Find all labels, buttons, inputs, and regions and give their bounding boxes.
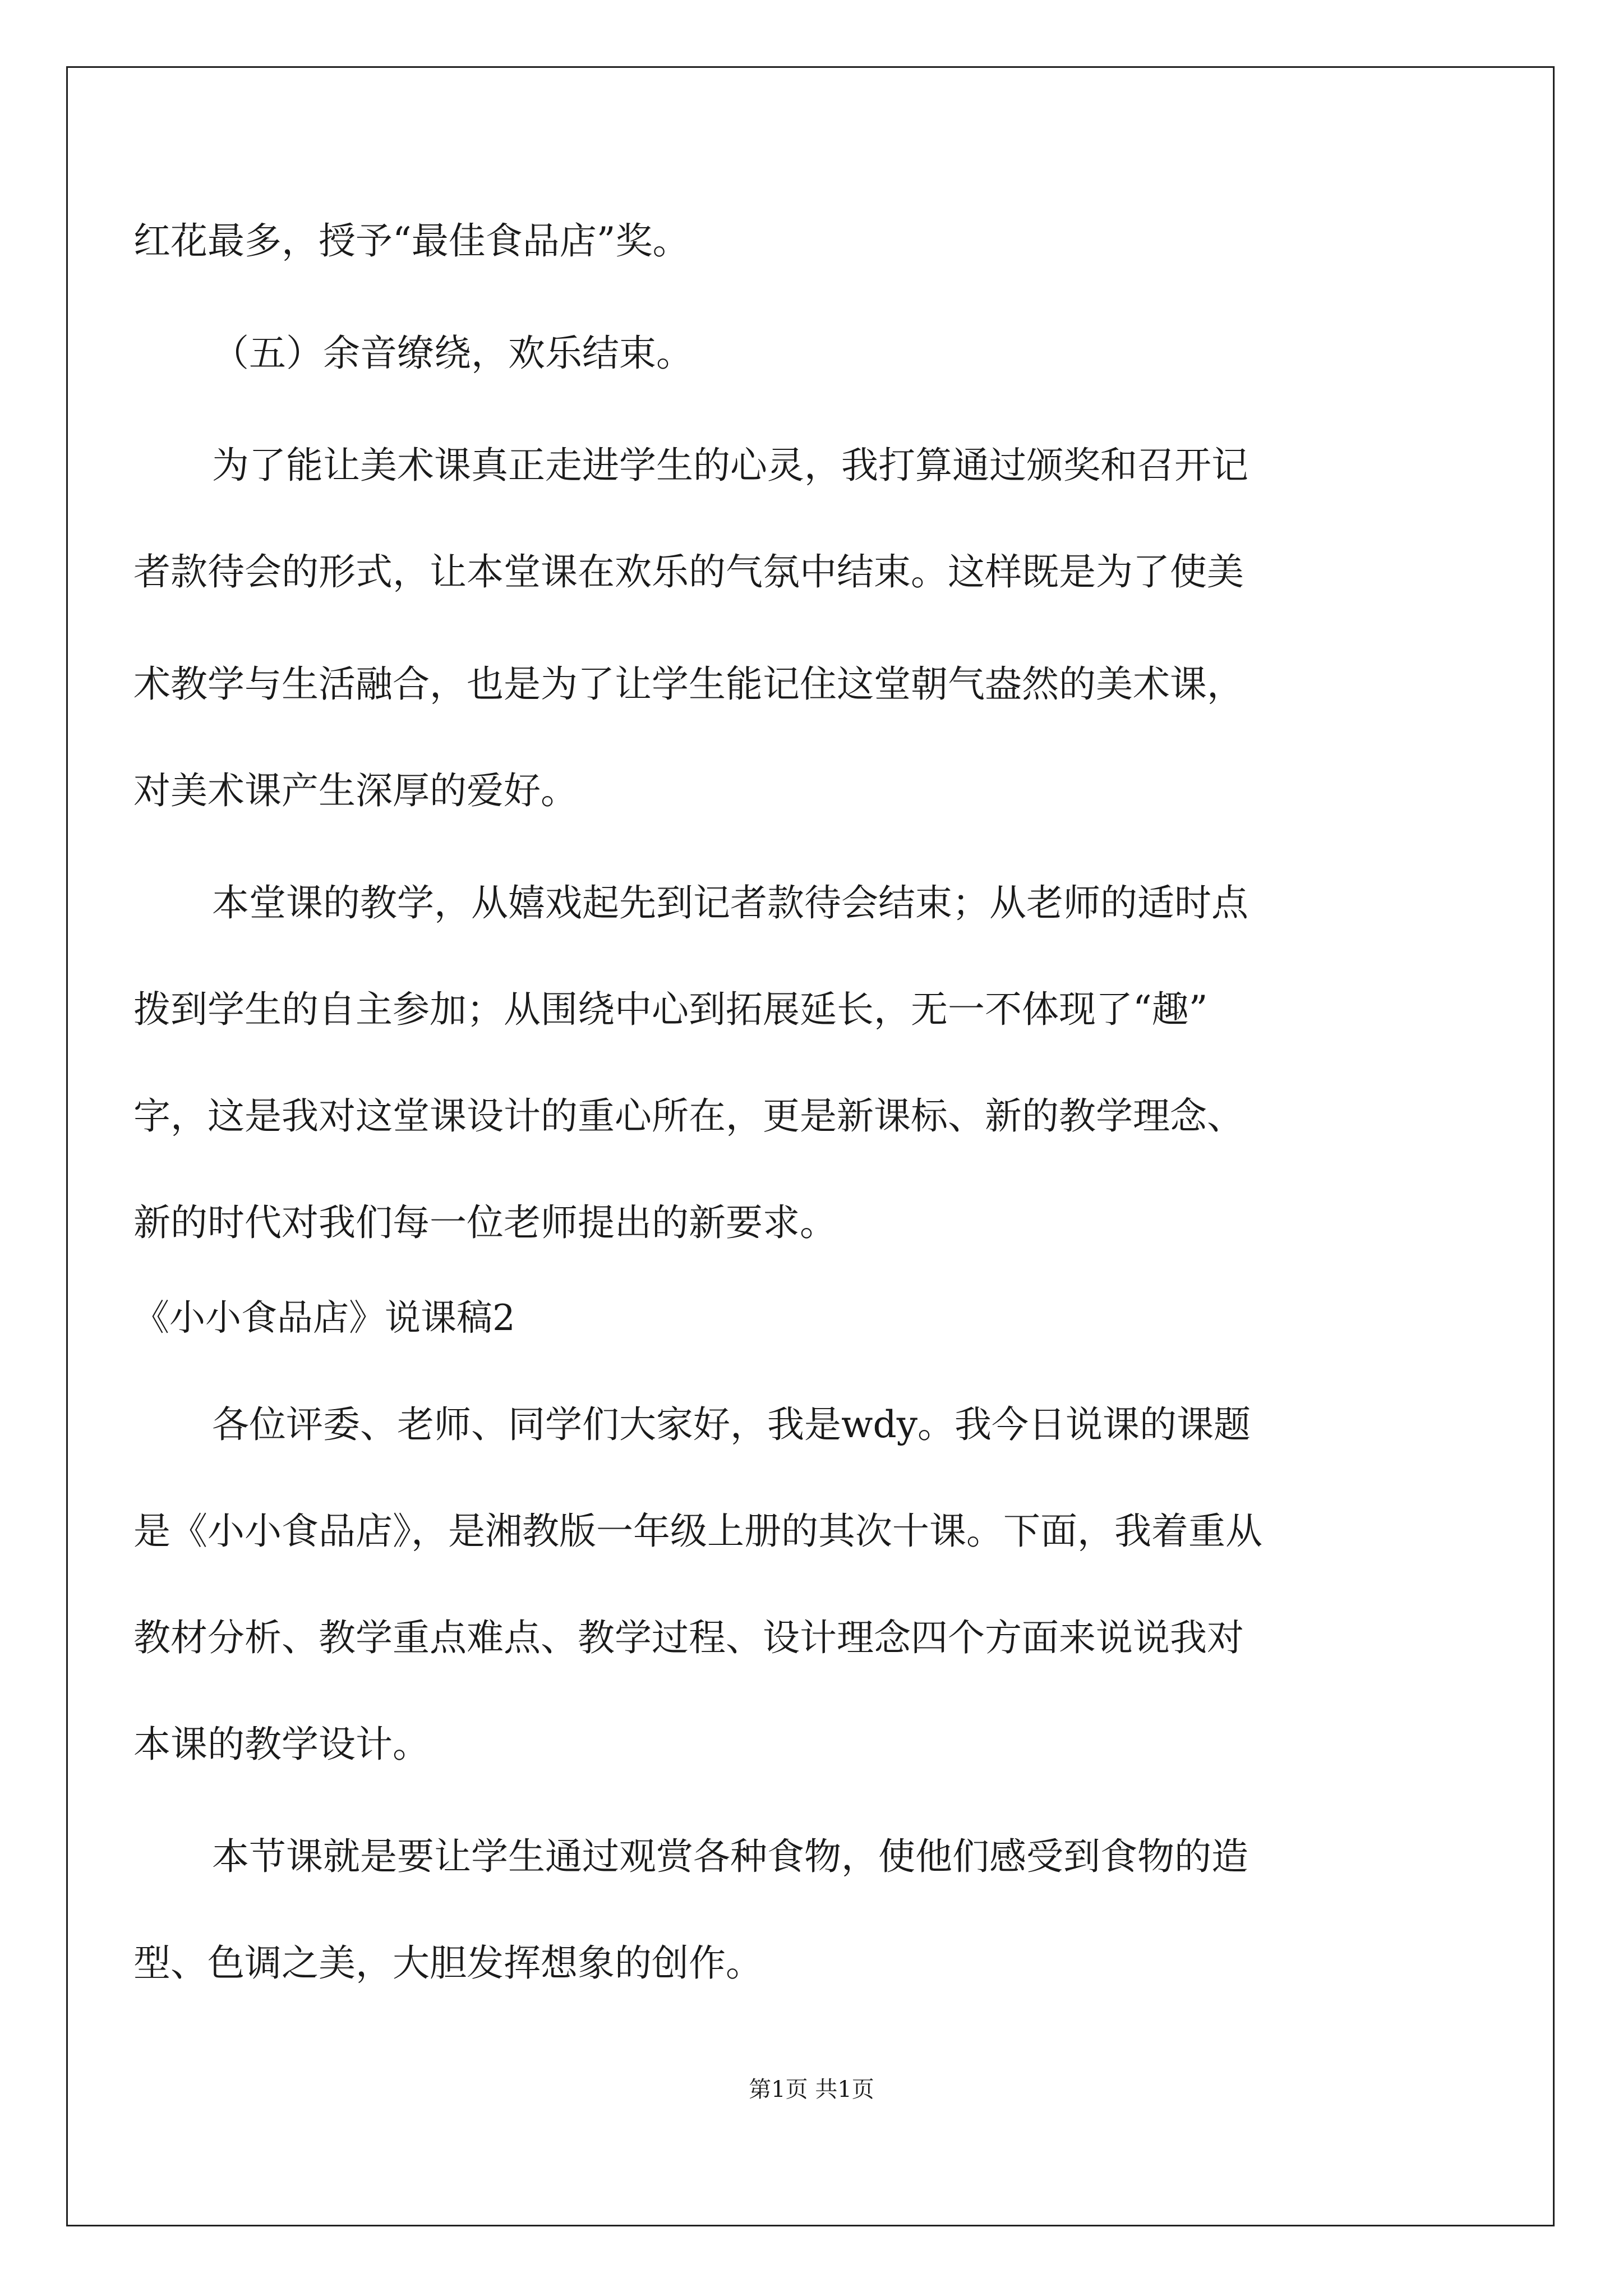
page-border xyxy=(66,66,1555,2226)
paragraph-line: 红花最多，授予“最佳食品店”奖。 xyxy=(133,219,690,263)
paragraph-line: 本课的教学设计。 xyxy=(133,1723,430,1766)
document-title: 《小小食品店》说课稿2 xyxy=(133,1297,515,1339)
paragraph-line: 为了能让美术课真正走进学生的心灵，我打算通过颁奖和召开记 xyxy=(212,444,1248,487)
paragraph-line: 者款待会的形式，让本堂课在欢乐的气氛中结束。这样既是为了使美 xyxy=(133,550,1244,593)
paragraph-line: 新的时代对我们每一位老师提出的新要求。 xyxy=(133,1201,837,1244)
paragraph-line: 型、色调之美，大胆发挥想象的创作。 xyxy=(133,1941,763,1985)
paragraph-line: 术教学与生活融合，也是为了让学生能记住这堂朝气盎然的美术课， xyxy=(133,662,1244,706)
paragraph-line: 拨到学生的自主参加；从围绕中心到拓展延长，无一不体现了“趣” xyxy=(133,988,1208,1031)
paragraph-line: 对美术课产生深厚的爱好。 xyxy=(133,769,578,812)
page-number-footer: 第1页 共1页 xyxy=(749,2077,874,2102)
paragraph-line: 是《小小食品店》，是湘教版一年级上册的其次十课。下面，我着重从 xyxy=(133,1510,1262,1553)
paragraph-line: 本堂课的教学，从嬉戏起先到记者款待会结束；从老师的适时点 xyxy=(212,881,1248,924)
paragraph-line: 教材分析、教学重点难点、教学过程、设计理念四个方面来说说我对 xyxy=(133,1616,1244,1659)
paragraph-line: 字，这是我对这堂课设计的重心所在，更是新课标、新的教学理念、 xyxy=(133,1094,1244,1138)
paragraph-line: 本节课就是要让学生通过观赏各种食物，使他们感受到食物的造 xyxy=(212,1835,1248,1878)
section-heading: （五）余音缭绕，欢乐结束。 xyxy=(212,332,693,375)
paragraph-line: 各位评委、老师、同学们大家好，我是wdy。我今日说课的课题 xyxy=(212,1403,1251,1446)
